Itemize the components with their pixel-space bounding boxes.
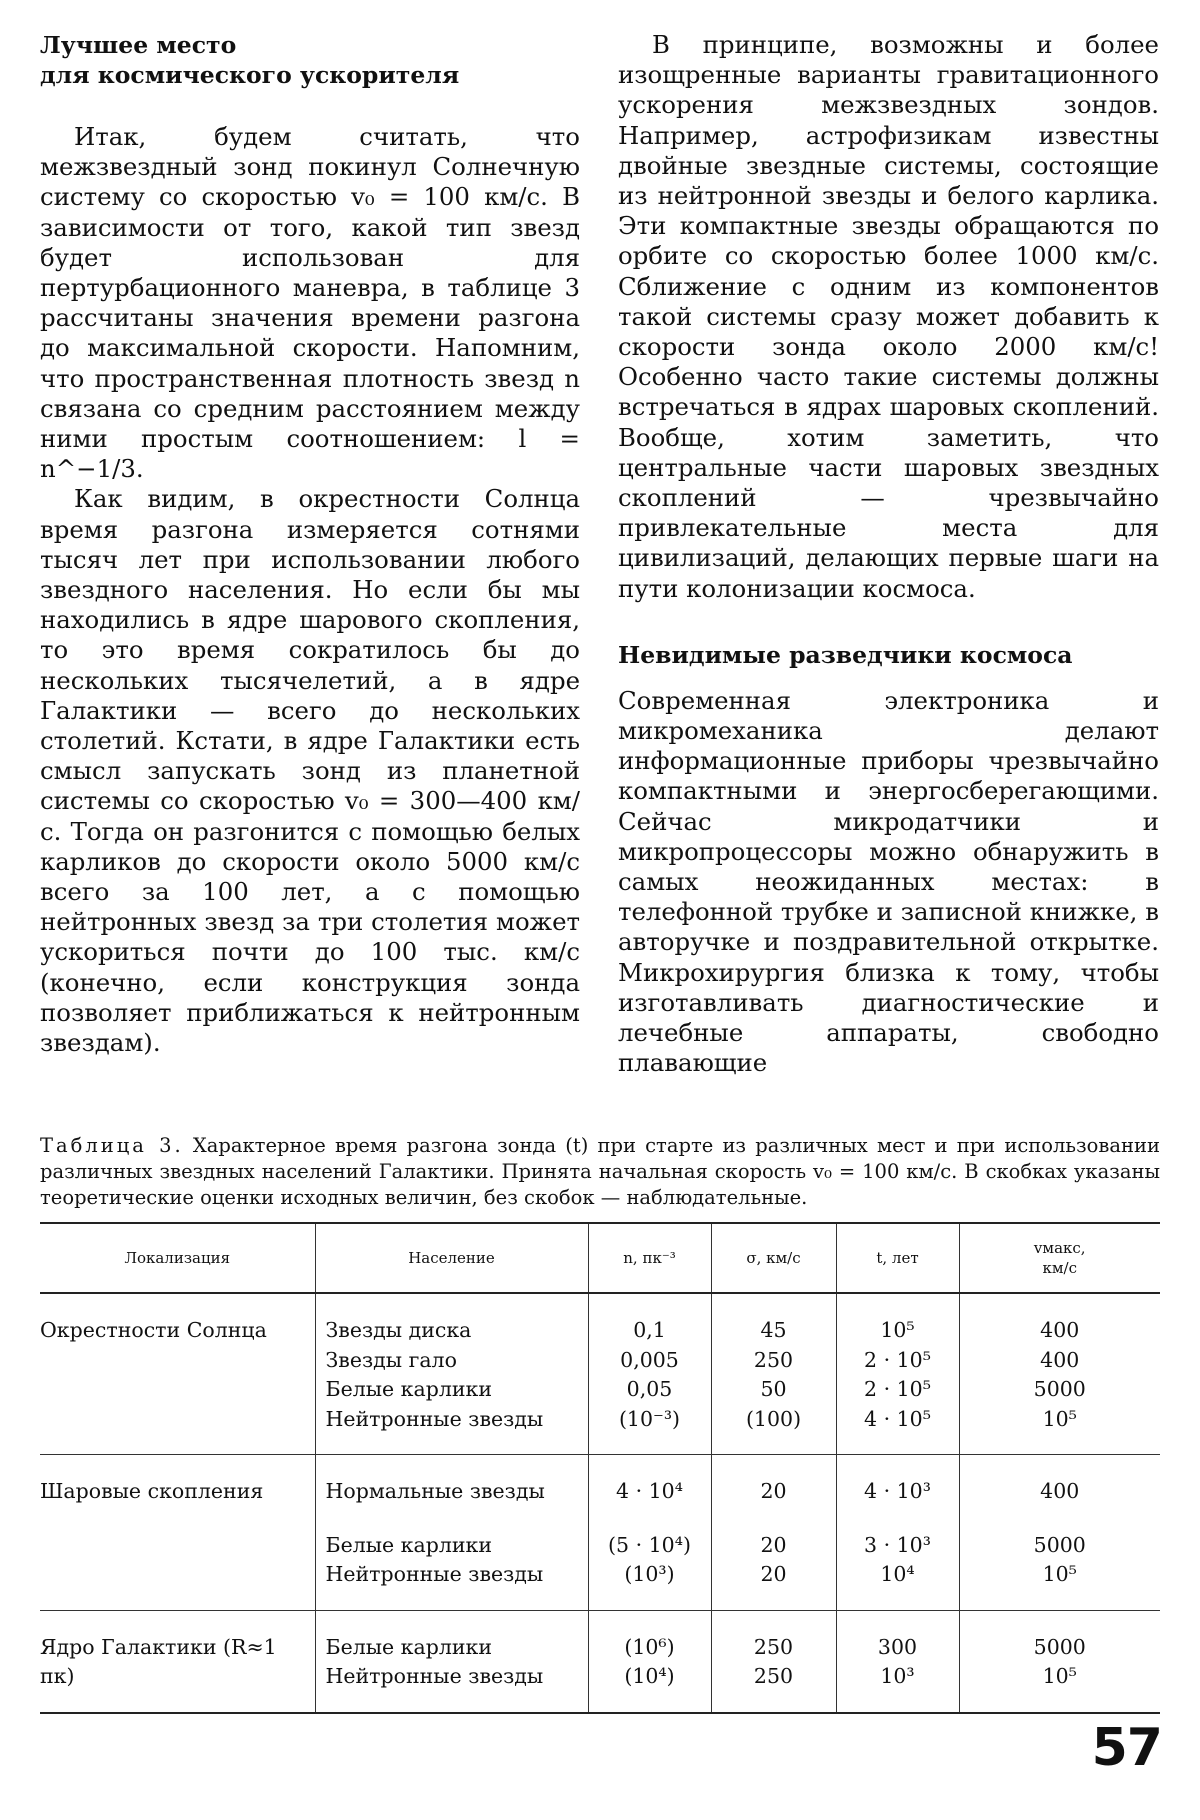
cell-vmax: 5000 10⁵ — [959, 1610, 1160, 1713]
table-row — [40, 1455, 1160, 1611]
paragraph: Итак, будем считать, что межзвездный зонд покинул Солнечную систему со скоростью v₀ = 100 км/с. В зависимости от того, какой тип звезд будет использован для пертурбационного маневра, в таблице 3 рассчитаны значения времени разгона до максимальной скорости. Напомним, что пространственная плотность звезд n связана со средним расстоянием между ними простым соотношением: l = n^−1/3. — [40, 122, 580, 484]
cell-t: 10⁵ 2 · 10⁵ 2 · 10⁵ 4 · 10⁵ — [836, 1293, 959, 1455]
cell-population: Нормальные звезды Белые карлики Нейтронные звезды — [315, 1455, 588, 1611]
table-caption-text: Характерное время разгона зонда (t) при старте из различных мест и при использовании различных звездных населений Галактики. Принята начальная скорость v₀ = 100 км/с. В скобках указаны теоретические оценки исходных величин, без скобок — наблюдательные. — [40, 1134, 1160, 1209]
cell-location: Ядро Галактики (R≈1 пк) — [40, 1610, 315, 1713]
table-caption — [40, 1133, 1160, 1211]
page-number: 57 — [1091, 1718, 1162, 1778]
section-heading-accelerator: Лучшее место для космического ускорителя — [40, 31, 460, 89]
cell-n: (10⁶) (10⁴) — [588, 1610, 711, 1713]
cell-sigma: 20 20 20 — [711, 1455, 836, 1611]
cell-location: Окрестности Солнца — [40, 1293, 315, 1455]
header-t: t, лет — [836, 1223, 959, 1293]
cell-n: 0,1 0,005 0,05 (10⁻³) — [588, 1293, 711, 1455]
cell-sigma: 250 250 — [711, 1610, 836, 1713]
table-row — [40, 1610, 1160, 1713]
right-column — [618, 30, 1159, 1079]
header-population: Население — [315, 1223, 588, 1293]
paragraph: Как видим, в окрестности Солнца время разгона измеряется сотнями тысяч лет при использовании любого звездного населения. Но если бы мы находились в ядре шарового скопления, то это время сократилось бы до нескольких тысячелетий, а в ядре Галактики — всего до нескольких столетий. Кстати, в ядре Галактики есть смысл запускать зонд из планетной системы со скоростью v₀ = 300—400 км/с. Тогда он разгонится с помощью белых карликов до скорости около 5000 км/с всего за 100 лет, а с помощью нейтронных звезд за три столетия может ускориться почти до 100 тыс. км/с (конечно, если конструкция зонда позволяет приближаться к нейтронным звездам). — [40, 484, 580, 1058]
paragraph: В принципе, возможны и более изощренные варианты гравитационного ускорения межзвездных зондов. Например, астрофизикам известны двойные звездные системы, состоящие из нейтронной звезды и белого карлика. Эти компактные звезды обращаются по орбите со скоростью более 1000 км/с. Сближение с одним из компонентов такой системы сразу может добавить к скорости зонда около 2000 км/с! Особенно часто такие системы должны встречаться в ядрах шаровых скоплений. Вообще, хотим заметить, что центральные части шаровых звездных скоплений — чрезвычайно привлекательные места для цивилизаций, делающих первые шаги на пути колонизации космоса. — [618, 30, 1159, 603]
table-row — [40, 1293, 1160, 1455]
left-column — [40, 30, 580, 1058]
cell-population: Белые карлики Нейтронные звезды — [315, 1610, 588, 1713]
cell-t: 300 10³ — [836, 1610, 959, 1713]
cell-t: 4 · 10³ 3 · 10³ 10⁴ — [836, 1455, 959, 1611]
cell-vmax: 400 5000 10⁵ — [959, 1455, 1160, 1611]
paragraph: Современная электроника и микромеханика делают информационные приборы чрезвычайно компактными и энергосберегающими. Сейчас микродатчики и микропроцессоры можно обнаружить в самых неожиданных местах: в телефонной трубке и записной книжке, в авторучке и поздравительной открытке. Микрохирургия близка к тому, чтобы изготавливать диагностические и лечебные аппараты, свободно плавающие — [618, 685, 1159, 1078]
header-location: Локализация — [40, 1223, 315, 1293]
section-heading-scouts: Невидимые разведчики космоса — [618, 640, 1073, 669]
cell-vmax: 400 400 5000 10⁵ — [959, 1293, 1160, 1455]
header-n: n, пк⁻³ — [588, 1223, 711, 1293]
cell-sigma: 45 250 50 (100) — [711, 1293, 836, 1455]
cell-population: Звезды диска Звезды гало Белые карлики Нейтронные звезды — [315, 1293, 588, 1455]
header-sigma: σ, км/с — [711, 1223, 836, 1293]
header-vmax: vмакс, км/с — [959, 1223, 1160, 1293]
cell-n: 4 · 10⁴ (5 · 10⁴) (10³) — [588, 1455, 711, 1611]
table-header-row — [40, 1223, 1160, 1293]
data-table — [40, 1222, 1160, 1714]
table-caption-label: Таблица 3. — [40, 1134, 184, 1157]
cell-location: Шаровые скопления — [40, 1455, 315, 1611]
